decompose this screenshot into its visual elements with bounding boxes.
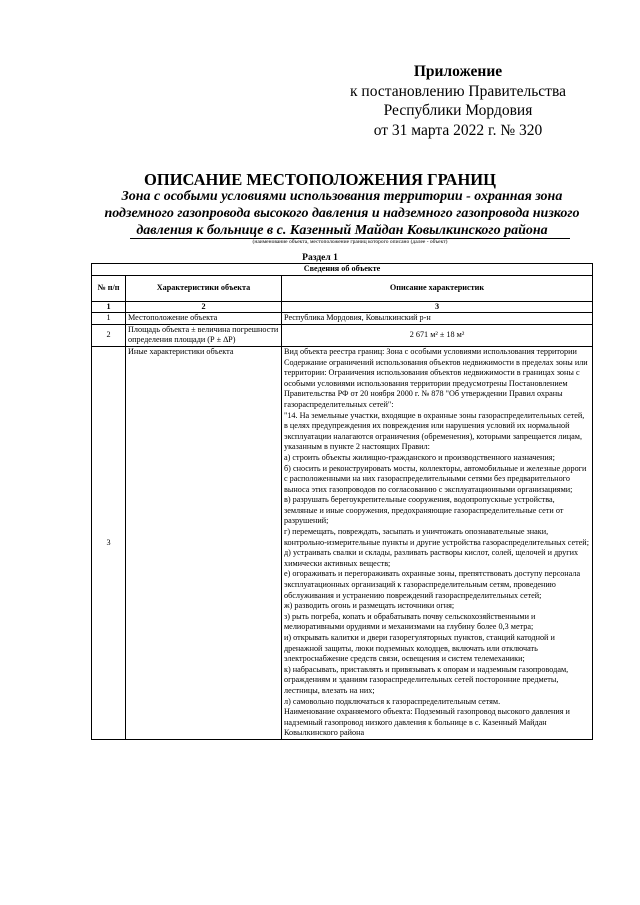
- description-paragraph: а) строить объекты жилищно-гражданского и производственного назначения;: [284, 452, 555, 462]
- col-header-characteristic: Характеристики объекта: [126, 275, 282, 301]
- row-characteristic: Площадь объекта ± величина погрешности определения площади (Р ± ∆Р): [126, 324, 282, 346]
- subtitle-caption: (наименование объекта, местоположение границ которого описано (далее - объект): [252, 239, 448, 245]
- row-description: [282, 346, 593, 739]
- description-paragraph: г) перемещать, повреждать, засыпать и уничтожать опознавательные знаки, контрольно-измерительные пункты и другие устройства газораспределительных сетей;: [284, 527, 589, 547]
- col-number-2: 2: [126, 301, 282, 313]
- description-paragraph: л) самовольно подключаться к газораспределительным сетям.: [284, 696, 501, 706]
- document-subtitle: Зона с особыми условиями использования территории - охранная зона подземного газопровода высокого давления и надземного газопровода низкого давления к больнице в с. Казенный Майдан Ковылкинского района: [104, 189, 580, 238]
- table-row: [92, 324, 593, 346]
- table-group-header-row: [92, 264, 593, 276]
- description-paragraph: е) огораживать и перегораживать охранные зоны, препятствовать доступу персонала эксплуатационных организаций к газораспределительным сетям, проведению обслуживания и устранению повреждений газораспределительных сетей;: [284, 569, 581, 600]
- row-description: 2 671 м² ± 18 м²: [282, 324, 593, 346]
- table-row: [92, 346, 593, 739]
- description-paragraph: Вид объекта реестра границ: Зона с особыми условиями использования территории: [284, 346, 577, 356]
- row-characteristic: Местоположение объекта: [126, 313, 282, 325]
- row-number: 2: [92, 324, 126, 346]
- col-header-description: Описание характеристик: [282, 275, 593, 301]
- row-number: 1: [92, 313, 126, 325]
- appendix-line-3: от 31 марта 2022 г. № 320: [373, 121, 543, 139]
- description-paragraph: б) сносить и реконструировать мосты, коллекторы, автомобильные и железные дороги с расположенными на них газораспределительными сетями без предварительного выноса этих газопроводов по согласованию с эксплуатационными организациями;: [284, 463, 587, 494]
- appendix-line-1: к постановлению Правительства: [350, 82, 566, 100]
- description-paragraph: з) рыть погреба, копать и обрабатывать почву сельскохозяйственными и мелиоративными орудиями и механизмами на глубину более 0,3 метра;: [284, 611, 536, 632]
- document-title: ОПИСАНИЕ МЕСТОПОЛОЖЕНИЯ ГРАНИЦ: [144, 170, 496, 189]
- description-paragraph: Наименование охраняемого объекта: Подземный газопровод высокого давления и надземный газопровод низкого давления к больнице в с. Казенный Майдан Ковылкинского района: [284, 707, 570, 738]
- col-number-3: 3: [282, 301, 593, 313]
- table-header-row: [92, 275, 593, 301]
- description-paragraph: ж) разводить огонь и размещать источники огня;: [284, 601, 455, 611]
- col-header-number: № п/п: [92, 275, 126, 301]
- table-row: [92, 313, 593, 325]
- row-characteristic: Иные характеристики объекта: [126, 346, 282, 739]
- description-paragraph: к) набрасывать, приставлять и привязывать к опорам и надземным газопроводам, ограждениям и зданиям газораспределительных сетей посторонние предметы, лестницы, влезать на них;: [284, 664, 569, 695]
- row-description: Республика Мордовия, Ковылкинский р-н: [282, 313, 593, 325]
- section-title: Раздел 1: [302, 253, 338, 263]
- table-col-number-row: [92, 301, 593, 313]
- description-paragraph: д) устраивать свалки и склады, разливать растворы кислот, солей, щелочей и других химически активных веществ;: [284, 548, 579, 568]
- col-number-1: 1: [92, 301, 126, 313]
- description-paragraph: "14. На земельные участки, входящие в охранные зоны газораспределительных сетей, в целях предупреждения их повреждения или нарушения условий их нормальной эксплуатации налагаются ограничения (обременения), которыми запрещается лицам, указанным в пункте 2 настоящих Правил:: [284, 410, 585, 452]
- description-paragraph: в) разрушать берегоукрепительные сооружения, водопропускные устройства, земляные и иные сооружения, предохраняющие газораспределительные сети от разрушений;: [284, 495, 564, 526]
- appendix-line-2: Республики Мордовия: [383, 102, 533, 119]
- appendix-title: Приложение: [413, 63, 503, 80]
- table-group-header: Сведения об объекте: [92, 264, 593, 276]
- appendix-block: [328, 62, 588, 140]
- description-paragraph: Содержание ограничений использования объектов недвижимости в пределах зоны или территории: Ограничения использования объектов недвижимости в границах зоны с особыми условиями использования территории предусмотрены Постановлением Правительства РФ от 20 ноября 2000 г. № 878 "Об утверждении Правил охраны газораспределительных сетей":: [284, 357, 588, 409]
- object-info-table: [91, 263, 593, 740]
- row-number: 3: [92, 346, 126, 739]
- description-paragraph: и) открывать калитки и двери газорегуляторных пунктов, станций катодной и дренажной защиты, люки подземных колодцев, включать или отключать электроснабжение средств связи, освещения и систем телемеханики;: [284, 633, 555, 664]
